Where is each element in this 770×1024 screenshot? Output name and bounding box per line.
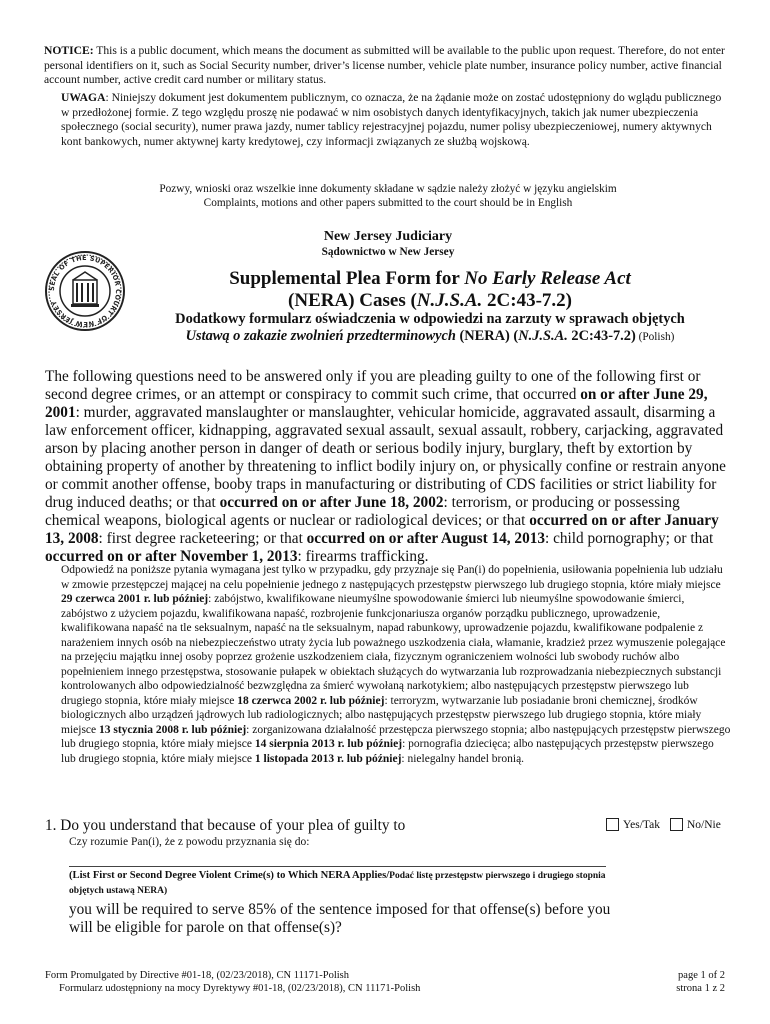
page-number-pl: strona 1 z 2 (676, 983, 725, 994)
yes-label: Yes/Tak (623, 818, 661, 831)
court-seal-logo (44, 250, 126, 332)
form-title-line1: Supplemental Plea Form for No Early Release Act (229, 268, 631, 289)
question-1-yes[interactable] (606, 818, 660, 831)
language-note-pl: Pozwy, wnioski oraz wszelkie inne dokumenty składane w sądzie należy złożyć w języku angielskim (159, 183, 617, 195)
question-1-text-polish: Czy rozumie Pan(i), że z powodu przyznania się do: (69, 836, 310, 848)
question-1-no[interactable] (670, 818, 721, 831)
notice-label: NOTICE: (44, 44, 94, 57)
page-number-en: page 1 of 2 (678, 970, 725, 981)
footer-form-info-pl: Formularz udostępniony na mocy Dyrektywy #01-18, (02/23/2018), CN 11171-Polish (59, 983, 421, 994)
notice-paragraph (44, 44, 732, 88)
form-title-polish-line2: Ustawą o zakazie zwolnień przedterminowych (NERA) (N.J.S.A. 2C:43-7.2) (Polish) (185, 328, 675, 344)
judiciary-heading: New Jersey Judiciary (323, 229, 453, 244)
svg-text:SEAL OF THE SUPERIOR COURT OF: SEAL OF THE SUPERIOR COURT OF NEW JERSEY (47, 253, 123, 329)
form-title-line2: (NERA) Cases (N.J.S.A. 2C:43-7.2) (288, 290, 572, 311)
notice-paragraph-polish (61, 91, 731, 150)
crime-list-input-line[interactable] (69, 866, 606, 867)
notice-text: This is a public document, which means the document as submitted will be available to the public upon request. Therefore, do not enter personal identifiers on it, such as Social Security number, driver’s license number, vehicle plate number, insurance policy number, active financial account number, active credit card number or military status. (44, 44, 725, 87)
judiciary-heading-polish: Sądownictwo w New Jersey (321, 246, 455, 258)
crime-list-label: (List First or Second Degree Violent Crime(s) to Which NERA Applies/Podać listę przestępstw pierwszego i drugiego stopnia objętych ustawą NERA) (69, 870, 606, 896)
yes-checkbox[interactable] (606, 818, 619, 831)
no-label: No/Nie (687, 818, 721, 831)
language-note (44, 182, 732, 211)
instructions-english: The following questions need to be answered only if you are pleading guilty to one of the following first or second degree crimes, or an attempt or conspiracy to commit such crime, that occurred on or after June 29, 2001: murder, aggravated manslaughter or manslaughter, vehicular homicide, aggravated assault, disarming a law enforcement officer, kidnapping, aggravated sexual assault, sexual assault, robbery, carjacking, aggravated arson by placing another person in danger of death or serious bodily injury, burglary, theft by extortion by obtaining property of another by threatening to inflict bodily injury on, or physically confine or restrain anyone or commit another offense, booby traps in manufacturing or distributing of CDS facilities or strict liability for drug induced deaths; or that occurred on or after June 18, 2002: terrorism, or producing or possessing chemical weapons, biological agents or nuclear or radiological devices; or that occurred on or after January 13, 2008: first degree racketeering; or that occurred on or after August 14, 2013: child pornography; or that occurred on or after November 1, 2013: firearms trafficking. (45, 368, 726, 565)
question-1-continuation: you will be required to serve 85% of the sentence imposed for that offense(s) before you will be eligible for parole on that offense(s)? (69, 901, 611, 936)
instructions-polish: Odpowiedź na poniższe pytania wymagana jest tylko w przypadku, gdy przyznaje się Pan(i) do popełnienia, usiłowania popełnienia lub udziału w zmowie przestępczej mającej na celu popełnienie jednego z następujących przestępstw pierwszego lub drugiego stopnia, które miały miejsce 29 czerwca 2001 r. lub później: zabójstwo, kwalifikowane nieumyślne spowodowanie śmierci lub nieumyślne spowodowanie śmierci, zabójstwo z użyciem pojazdu, kwalifikowana napaść, rozbrojenie funkcjonariusza organów porządku publicznego, uprowadzenie, kwalifikowana napaść na tle seksualnym, napaść na tle seksualnym, napad rabunkowy, uprowadzenie pojazdu, kwalifikowane podpalenie z narażeniem innych osób na niebezpieczeństwo utraty życia lub poważnego uszkodzenia ciała, włamanie, kradzież przez wymuszenie polegające na przejęciu majątku innej osoby poprzez grożenie uszkodzeniem ciała, fizycznym ograniczeniem wolności lub swobody ruchów albo popełnieniem innego przestępstwa, stosowanie pułapek w obiektach służących do wytwarzania lub rozprowadzania niebezpiecznych substancji kontrolowanych albo odpowiedzialność bezwzględna za śmierć wywołaną narkotykiem; albo następujących przestępstw pierwszego lub drugiego stopnia, które miały miejsce 18 czerwca 2002 r. lub później: terroryzm, wytwarzanie lub posiadanie broni chemicznej, środków biologicznych albo urządzeń jądrowych lub radiologicznych; albo następujących przestępstw pierwszego lub drugiego stopnia, które miały miejsce 13 stycznia 2008 r. lub później: zorganizowana działalność przestępcza pierwszego stopnia; albo następujących przestępstw pierwszego lub drugiego stopnia, które miały miejsce 14 sierpnia 2013 r. lub później: pornografia dziecięca; albo następujących przestępstw pierwszego lub drugiego stopnia, które miały miejsce 1 listopada 2013 r. lub później: nielegalny handel bronią. (61, 564, 731, 765)
uwaga-text: : Niniejszy dokument jest dokumentem publicznym, co oznacza, że na żądanie może on zostać udostępniony do wglądu publicznego w przedłożonej formie. Z tego względu proszę nie podawać w nim osobistych danych identyfikacyjnych, takich jak numer ubezpieczenia społecznego (social security), numer prawa jazdy, numer tablicy rejestracyjnej pojazdu, numer polisy ubezpieczeniowej, numery aktywnych kont bankowych, numer aktywnej karty kredytowej, czy informacji związanych ze służbą wojskową. (61, 91, 722, 149)
uwaga-label: UWAGA (61, 91, 106, 104)
footer-form-info (45, 969, 420, 995)
footer-page-number (676, 969, 725, 995)
no-checkbox[interactable] (670, 818, 683, 831)
form-title-polish-line1: Dodatkowy formularz oświadczenia w odpowiedzi na zarzuty w sprawach objętych (175, 311, 685, 327)
language-note-en: Complaints, motions and other papers submitted to the court should be in English (203, 197, 573, 210)
footer-form-info-en: Form Promulgated by Directive #01-18, (02/23/2018), CN 11171-Polish (45, 970, 349, 981)
question-1-text: 1. Do you understand that because of your plea of guilty to (45, 817, 406, 834)
